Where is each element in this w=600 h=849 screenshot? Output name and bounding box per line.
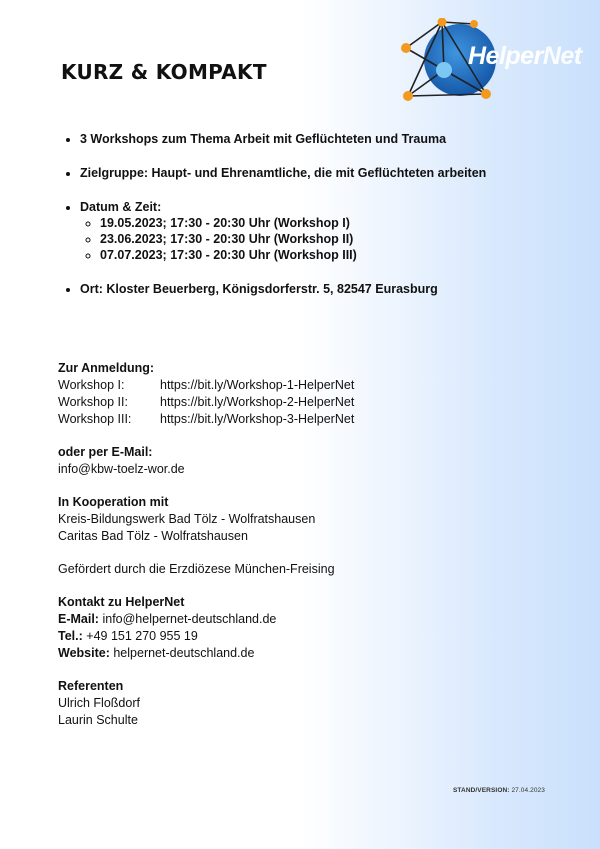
contact-phone-line: Tel.: +49 151 270 955 19 <box>58 629 198 643</box>
speakers-block <box>58 678 528 729</box>
contact-heading: Kontakt zu HelperNet <box>58 595 185 609</box>
funding-text: Gefördert durch die Erzdiözese München-Freising <box>58 562 335 576</box>
contact-email-line: E-Mail: info@helpernet-deutschland.de <box>58 612 277 626</box>
key-facts-list <box>60 131 500 297</box>
registration-row: Workshop II: https://bit.ly/Workshop-2-HelperNet <box>58 395 355 409</box>
list-item: • Zielgruppe: Haupt- und Ehrenamtliche, die mit Geflüchteten arbeiten <box>80 165 500 181</box>
date-item: ◦ 23.06.2023; 17:30 - 20:30 Uhr (Workshop II) <box>100 231 500 247</box>
registration-link[interactable]: https://bit.ly/Workshop-1-HelperNet <box>160 378 355 392</box>
contact-website-line: Website: helpernet-deutschland.de <box>58 646 255 660</box>
registration-heading: Zur Anmeldung: <box>58 361 155 375</box>
list-item: • Ort: Kloster Beuerberg, Königsdorferstr. 5, 82547 Eurasburg <box>80 281 500 297</box>
dates-list <box>80 215 500 263</box>
contact-email-link[interactable]: info@helpernet-deutschland.de <box>102 612 277 626</box>
version-stamp: STAND/VERSION: 27.04.2023 <box>453 787 545 794</box>
registration-link[interactable]: https://bit.ly/Workshop-2-HelperNet <box>160 395 355 409</box>
info-section <box>58 360 528 745</box>
cooperation-heading: In Kooperation mit <box>58 495 169 509</box>
contact-website-link[interactable]: helpernet-deutschland.de <box>113 646 255 660</box>
partner-name: Kreis-Bildungswerk Bad Tölz - Wolfratshausen <box>58 512 316 526</box>
page-title: KURZ & KOMPAKT <box>61 60 267 84</box>
logo-wordmark: HelperNet <box>468 42 582 70</box>
registration-link[interactable]: https://bit.ly/Workshop-3-HelperNet <box>160 412 355 426</box>
list-item <box>80 199 500 263</box>
speaker-name: Laurin Schulte <box>58 713 138 727</box>
datum-label: Datum & Zeit: <box>80 200 162 214</box>
helpernet-logo <box>396 18 582 106</box>
cooperation-block <box>58 494 528 545</box>
registration-block <box>58 360 528 428</box>
partner-name: Caritas Bad Tölz - Wolfratshausen <box>58 529 248 543</box>
speaker-name: Ulrich Floßdorf <box>58 696 140 710</box>
registration-row: Workshop III: https://bit.ly/Workshop-3-HelperNet <box>58 412 355 426</box>
contact-phone: +49 151 270 955 19 <box>86 629 198 643</box>
registration-row: Workshop I: https://bit.ly/Workshop-1-HelperNet <box>58 378 355 392</box>
date-item: ◦ 07.07.2023; 17:30 - 20:30 Uhr (Workshop III) <box>100 247 500 263</box>
email-link[interactable]: info@kbw-toelz-wor.de <box>58 462 185 476</box>
email-block <box>58 444 528 478</box>
contact-block <box>58 594 528 662</box>
list-item: • 3 Workshops zum Thema Arbeit mit Geflüchteten und Trauma <box>80 131 500 147</box>
email-heading: oder per E-Mail: <box>58 445 153 459</box>
date-item: ◦ 19.05.2023; 17:30 - 20:30 Uhr (Workshop I) <box>100 215 500 231</box>
speakers-heading: Referenten <box>58 679 124 693</box>
funding-block <box>58 561 528 578</box>
